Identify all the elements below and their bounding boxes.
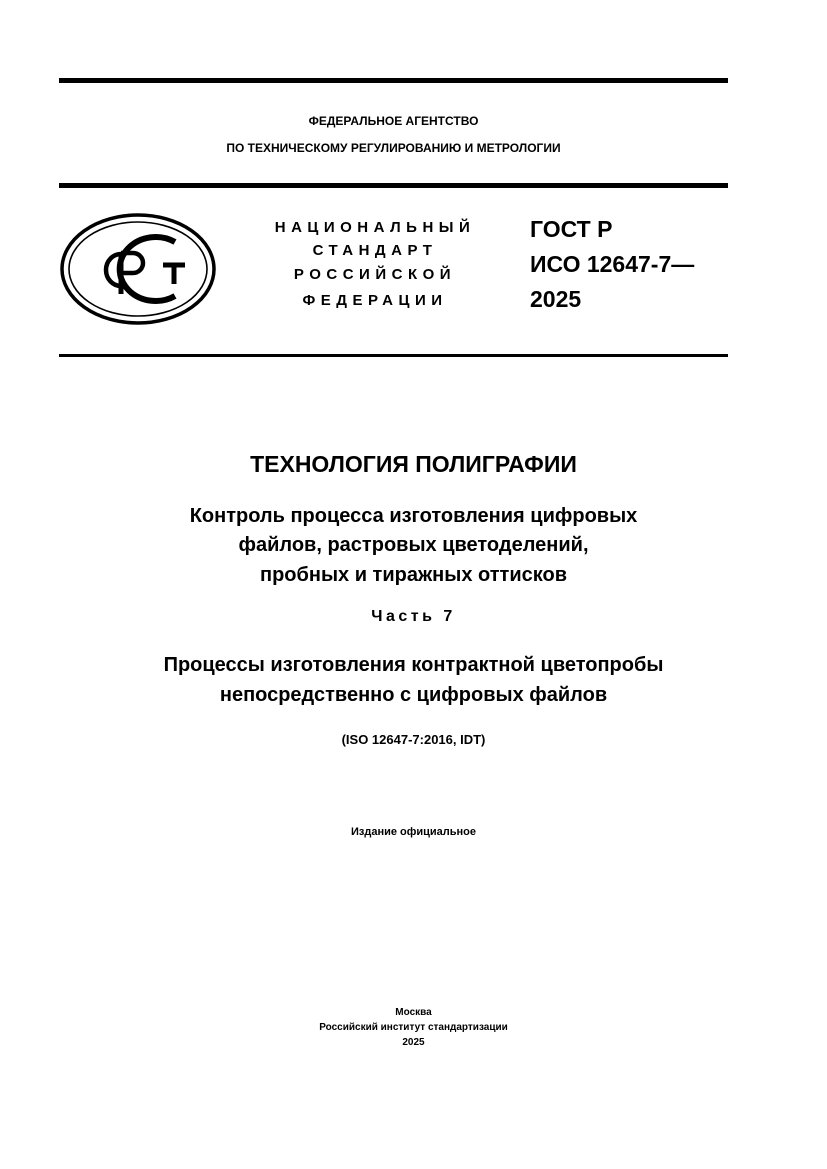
top-rule (59, 78, 728, 83)
standard-designation-line-2: ИСО 12647-7— (530, 251, 695, 277)
bottom-rule (59, 354, 728, 357)
part-title-line-1: Процессы изготовления контрактной цветопробы (163, 654, 664, 676)
document-subtitle-line-2: файлов, растровых цветоделений, (238, 534, 589, 556)
edition-note: Издание официальное (350, 826, 477, 838)
gost-logo-svg (59, 212, 217, 326)
standard-designation-line-1: ГОСТ Р (530, 216, 613, 242)
standard-type-line-1: НАЦИОНАЛЬНЫЙ (274, 219, 476, 236)
publication-year: 2025 (402, 1037, 425, 1048)
standard-type-line-4: ФЕДЕРАЦИИ (302, 292, 448, 309)
agency-name-line-2: ПО ТЕХНИЧЕСКОМУ РЕГУЛИРОВАНИЮ И МЕТРОЛОГИИ (226, 141, 561, 155)
document-main-title: ТЕХНОЛОГИЯ ПОЛИГРАФИИ (250, 451, 577, 477)
iso-reference: (ISO 12647-7:2016, IDT) (341, 732, 486, 747)
part-title-line-2: непосредственно с цифровых файлов (219, 684, 608, 706)
publisher-city: Москва (395, 1007, 432, 1018)
publisher-institute: Российский институт стандартизации (319, 1022, 508, 1033)
gost-r-certification-mark-icon (59, 212, 217, 326)
document-subtitle-line-1: Контроль процесса изготовления цифровых (189, 505, 638, 527)
part-number: Часть 7 (371, 608, 456, 625)
middle-rule (59, 183, 728, 188)
standard-type-line-2: СТАНДАРТ (312, 242, 438, 259)
agency-name-line-1: ФЕДЕРАЛЬНОЕ АГЕНТСТВО (308, 114, 479, 128)
document-subtitle-line-3: пробных и тиражных оттисков (260, 564, 567, 586)
standard-designation-line-3: 2025 (530, 286, 582, 312)
standard-type-line-3: РОССИЙСКОЙ (293, 266, 457, 283)
